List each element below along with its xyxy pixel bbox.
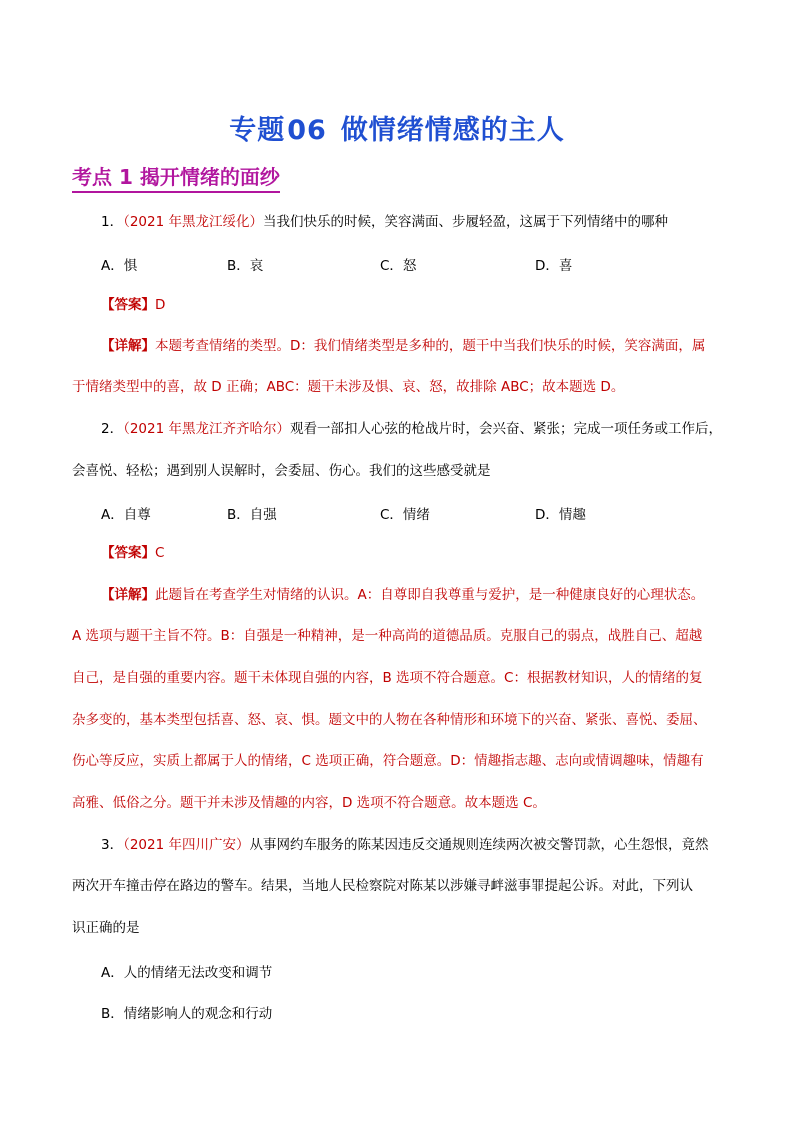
detail-2-line-1: [101, 586, 704, 604]
detail-label: 【详解】: [101, 338, 155, 354]
option-c: C．怒: [380, 258, 417, 274]
answer-label: 【答案】: [101, 545, 155, 561]
answer-value: D: [155, 297, 166, 313]
question-1: [101, 213, 668, 231]
question-number: 1．: [101, 214, 124, 230]
page-title: [0, 108, 794, 147]
detail-text: 本题考查情绪的类型。D：我们情绪类型是多种的，题干中当我们快乐的时候，笑容满面，属: [155, 338, 706, 354]
detail-2-line-4: 杂多变的，基本类型包括喜、怒、哀、惧。题文中的人物在各种情形和环境下的兴奋、紧张、喜悦、委屈、: [72, 712, 707, 728]
detail-text: 此题旨在考查学生对情绪的认识。A：自尊即自我尊重与爱护，是一种健康良好的心理状态。: [155, 587, 705, 603]
question-source: （2021 年四川广安）: [123, 837, 250, 853]
option-a: A．人的情绪无法改变和调节: [101, 965, 273, 981]
option-d: D．喜: [535, 258, 573, 274]
question-3-line-3: 识正确的是: [72, 920, 140, 936]
detail-2-line-6: 高雅、低俗之分。题干并未涉及情趣的内容，D 选项不符合题意。故本题选 C。: [72, 795, 546, 811]
title-number: 06: [287, 115, 327, 146]
detail-1-line-2: 于情绪类型中的喜，故 D 正确；ABC：题干未涉及惧、哀、怒，故排除 ABC；故本题选 D。: [72, 379, 625, 395]
option-b: B．情绪影响人的观念和行动: [101, 1006, 273, 1022]
option-c: C．情绪: [380, 507, 430, 523]
answer-2: [101, 544, 164, 562]
answer-label: 【答案】: [101, 297, 155, 313]
title-text: 做情绪情感的主人: [340, 115, 565, 146]
question-number: 3．: [101, 837, 124, 853]
question-source: （2021 年黑龙江齐齐哈尔）: [123, 421, 290, 437]
question-number: 2．: [101, 421, 124, 437]
question-stem: 观看一部扣人心弦的枪战片时，会兴奋、紧张；完成一项任务或工作后，: [290, 421, 722, 437]
detail-1-line-1: [101, 337, 705, 355]
section-heading: 考点 1 揭开情绪的面纱: [72, 164, 280, 193]
option-a: A．自尊: [101, 507, 151, 523]
detail-2-line-2: A 选项与题干主旨不符。B：自强是一种精神，是一种高尚的道德品质。克服自己的弱点，战胜自己、超越: [72, 628, 703, 644]
option-a: A．惧: [101, 258, 138, 274]
option-b: B．哀: [227, 258, 264, 274]
question-3-line-2: 两次开车撞击停在路边的警车。结果，当地人民检察院对陈某以涉嫌寻衅滋事罪提起公诉。对此，下列认: [72, 878, 693, 894]
question-source: （2021 年黑龙江绥化）: [123, 214, 263, 230]
question-2-line-2: 会喜悦、轻松；遇到别人误解时，会委屈、伤心。我们的这些感受就是: [72, 463, 491, 479]
detail-2-line-3: 自己，是自强的重要内容。题干未体现自强的内容，B 选项不符合题意。C：根据教材知识，人的情绪的复: [72, 670, 703, 686]
question-stem: 从事网约车服务的陈某因违反交通规则连续两次被交警罚款，心生怨恨，竟然: [249, 837, 709, 853]
option-d: D．情趣: [535, 507, 586, 523]
title-prefix: 专题: [229, 115, 286, 146]
answer-value: C: [155, 545, 165, 561]
answer-1: [101, 296, 165, 314]
question-2: [101, 420, 722, 438]
detail-2-line-5: 伤心等反应，实质上都属于人的情绪，C 选项正确，符合题意。D：情趣指志趣、志向或情调趣味，情趣有: [72, 753, 704, 769]
question-3: [101, 836, 709, 854]
question-stem: 当我们快乐的时候，笑容满面、步履轻盈，这属于下列情绪中的哪种: [263, 214, 668, 230]
detail-label: 【详解】: [101, 587, 155, 603]
option-b: B．自强: [227, 507, 277, 523]
